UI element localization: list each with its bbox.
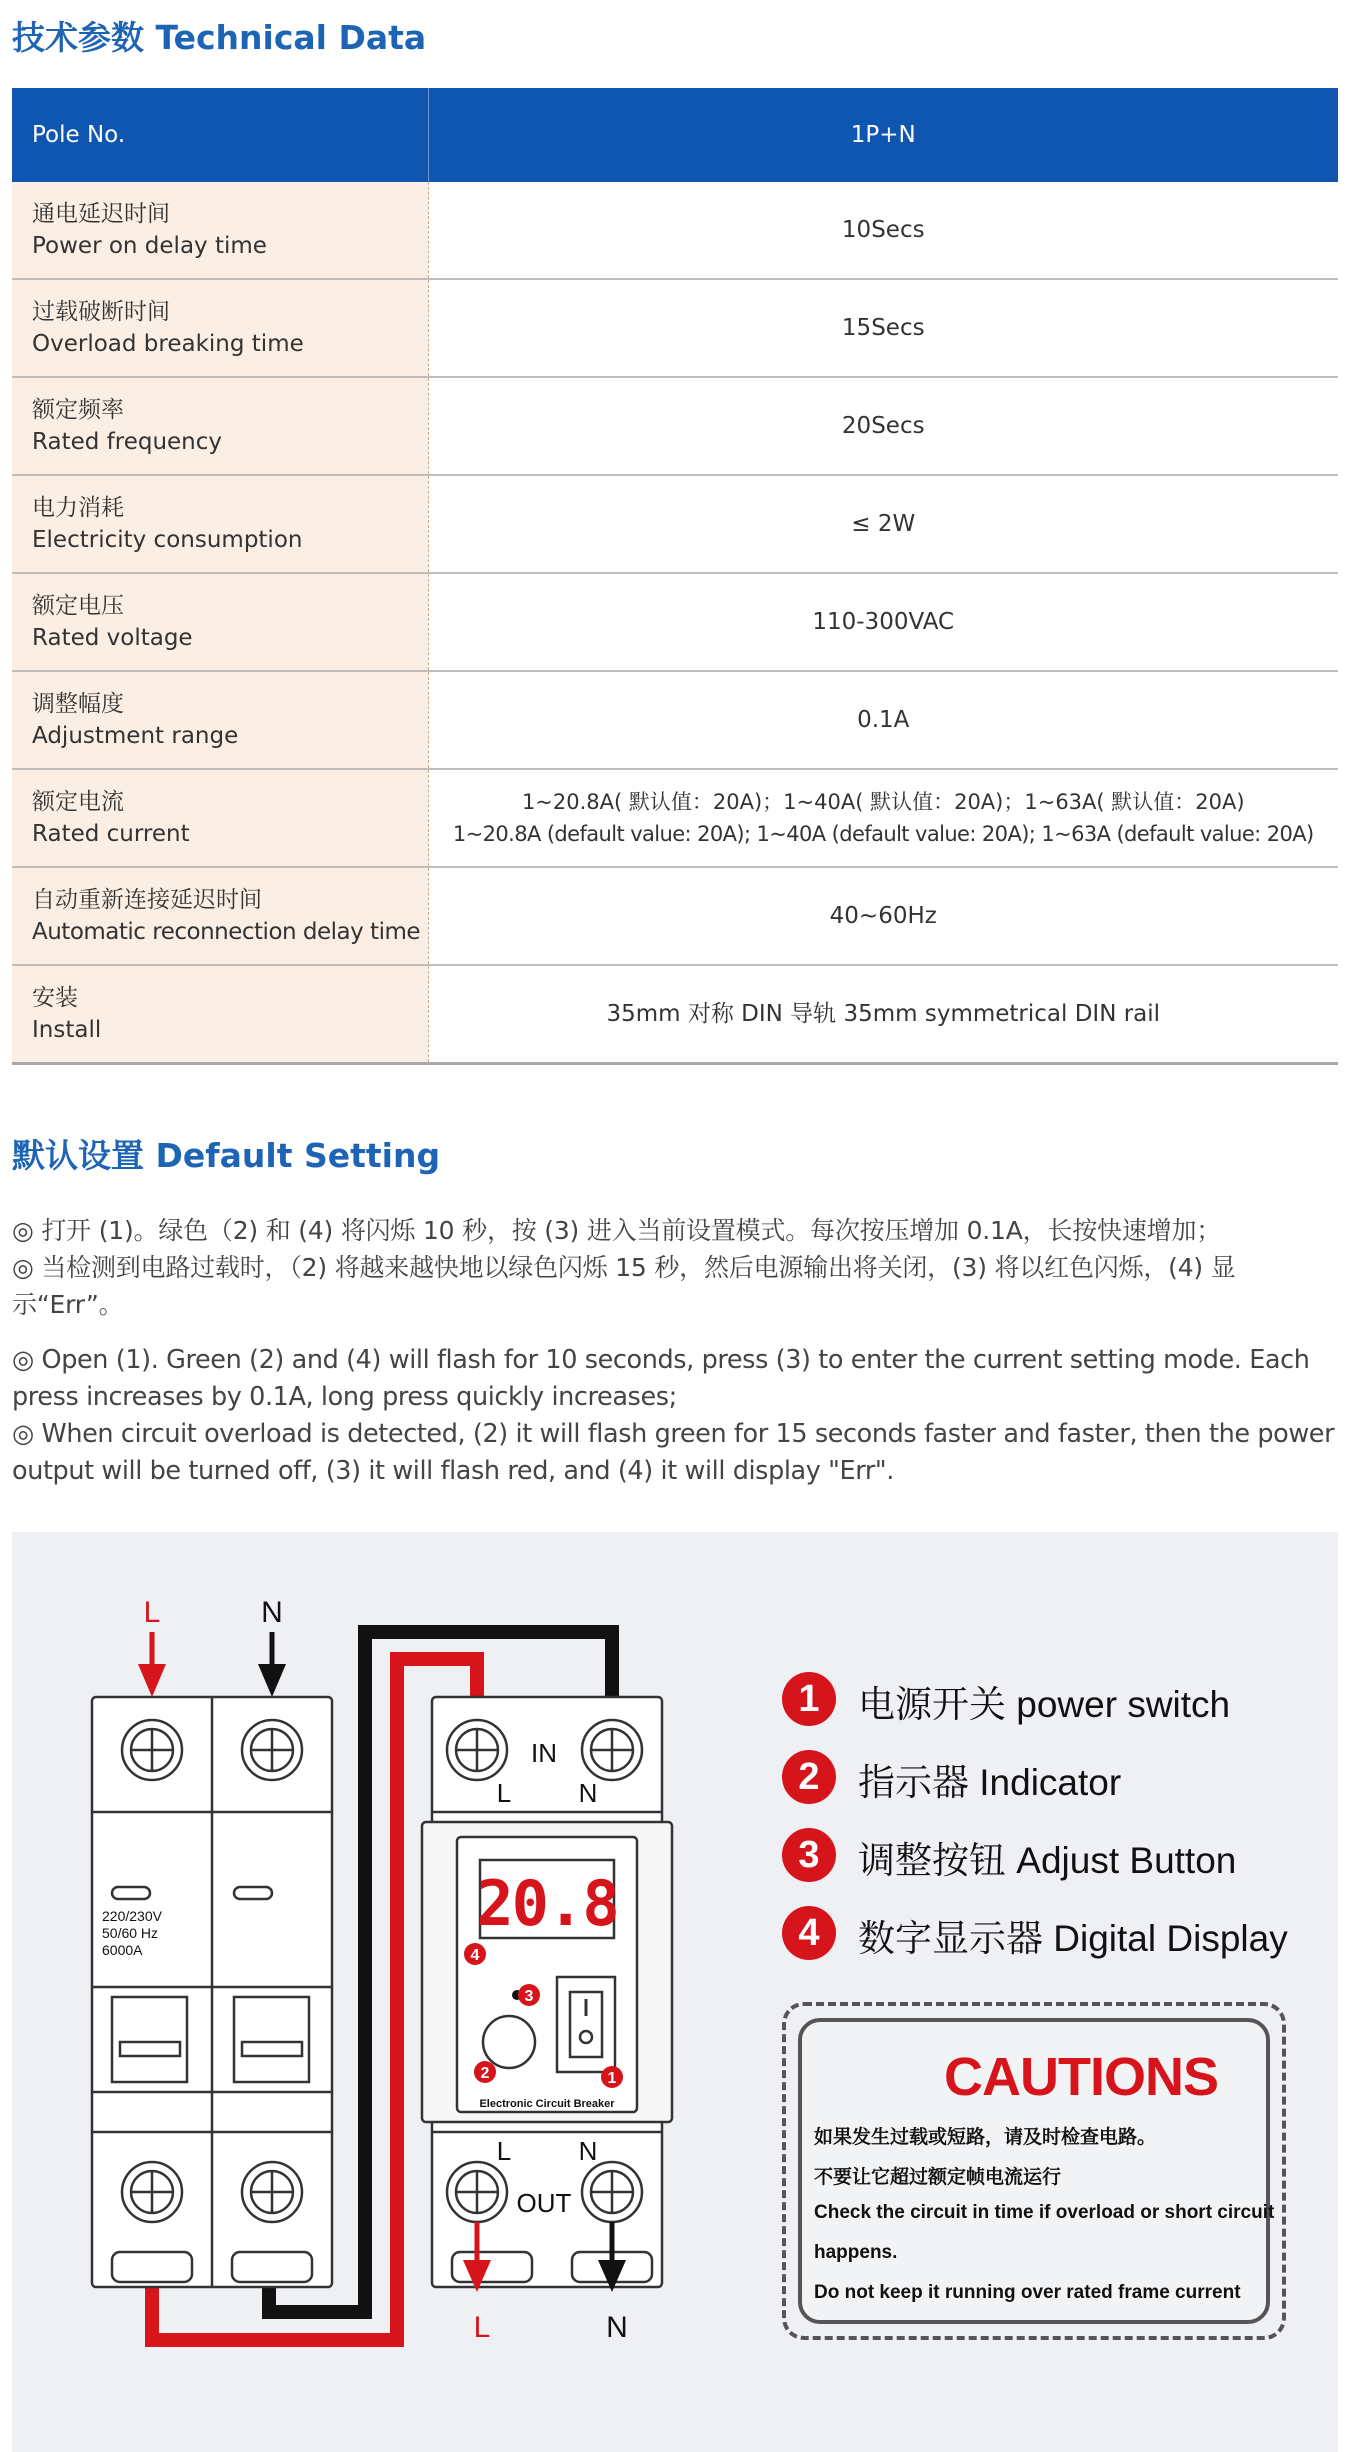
caution-inner bbox=[798, 2018, 1275, 2324]
input-label-n: N bbox=[261, 1596, 283, 1629]
label-cn: 额定频率 bbox=[32, 397, 124, 423]
device-name: Electronic Circuit Breaker bbox=[479, 2098, 615, 2110]
row-value: 0.1A bbox=[428, 671, 1338, 769]
marker-4: 4 bbox=[470, 1947, 480, 1964]
header-label: Pole No. bbox=[12, 88, 428, 182]
label-en: Automatic reconnection delay time bbox=[32, 919, 421, 945]
output-label-l: L bbox=[473, 2311, 491, 2344]
breaker-spec-1: 220/230V bbox=[102, 1908, 162, 1924]
device-top-n: N bbox=[578, 1778, 598, 1808]
legend-badge-4: 4 bbox=[782, 1906, 836, 1960]
row-label bbox=[12, 965, 428, 1064]
table-row bbox=[12, 182, 1338, 279]
default-en-line1: ◎ Open (1). Green (2) and (4) will flash for 10 seconds, press (3) to enter the current setting mode. Each press increases by 0.1A, long press quickly increases; bbox=[12, 1345, 1310, 1412]
row-label bbox=[12, 867, 428, 965]
device-in-label: IN bbox=[531, 1738, 557, 1768]
label-cn: 安装 bbox=[32, 985, 78, 1011]
device-display: 20.8 bbox=[476, 1867, 618, 1940]
legend-text-2: 指示器 Indicator bbox=[858, 1762, 1122, 1803]
row-label bbox=[12, 573, 428, 671]
row-value: 10Secs bbox=[428, 182, 1338, 279]
row-value: 35mm 对称 DIN 导轨 35mm symmetrical DIN rail bbox=[428, 965, 1338, 1064]
legend-text-3: 调整按钮 Adjust Button bbox=[858, 1840, 1237, 1881]
table-row bbox=[12, 475, 1338, 573]
input-arrows bbox=[138, 1632, 286, 1697]
breaker-spec-3: 6000A bbox=[102, 1942, 143, 1958]
caution-box bbox=[782, 2002, 1286, 2340]
caution-line-1: 如果发生过载或短路，请及时检查电路。 bbox=[814, 2127, 1157, 2148]
legend-text-4: 数字显示器 Digital Display bbox=[858, 1918, 1288, 1959]
technical-data-title: 技术参数 Technical Data bbox=[12, 18, 427, 57]
label-en: Adjustment range bbox=[32, 723, 239, 749]
label-en: Rated frequency bbox=[32, 429, 223, 455]
table-row bbox=[12, 769, 1338, 867]
caution-line-2: 不要让它超过额定帧电流运行 bbox=[814, 2167, 1062, 2188]
default-setting-title: 默认设置 Default Setting bbox=[12, 1136, 441, 1175]
table-row bbox=[12, 573, 1338, 671]
input-label-l: L bbox=[143, 1596, 161, 1629]
legend-badge-3: 3 bbox=[782, 1828, 836, 1882]
table-row bbox=[12, 671, 1338, 769]
breaker-spec-2: 50/60 Hz bbox=[102, 1925, 159, 1941]
row-label bbox=[12, 182, 428, 279]
row-value: ≤ 2W bbox=[428, 475, 1338, 573]
row-value: 20Secs bbox=[428, 377, 1338, 475]
label-en: Rated current bbox=[32, 821, 190, 847]
caution-line-5: Do not keep it running over rated frame current bbox=[814, 2282, 1241, 2303]
label-cn: 自动重新连接延迟时间 bbox=[32, 887, 262, 913]
row-label bbox=[12, 377, 428, 475]
row-label bbox=[12, 279, 428, 377]
label-cn: 通电延迟时间 bbox=[32, 201, 170, 227]
row-value: 15Secs bbox=[428, 279, 1338, 377]
device-bottom-n: N bbox=[578, 2136, 598, 2166]
table-header-row bbox=[12, 88, 1338, 182]
row-label bbox=[12, 769, 428, 867]
default-cn-line1: ◎ 打开 (1)。绿色（2) 和 (4) 将闪烁 10 秒，按 (3) 进入当前设置模式。每次按压增加 0.1A，长按快速增加； bbox=[12, 1216, 1222, 1245]
caution-line-4: happens. bbox=[814, 2242, 898, 2263]
device-out-label: OUT bbox=[516, 2188, 572, 2218]
default-setting-en bbox=[12, 1342, 1340, 1490]
header-value: 1P+N bbox=[428, 88, 1338, 182]
row-label bbox=[12, 475, 428, 573]
marker-1: 1 bbox=[607, 2070, 617, 2087]
label-en: Overload breaking time bbox=[32, 331, 304, 357]
default-cn-line2: ◎ 当检测到电路过载时，（2) 将越来越快地以绿色闪烁 15 秒，然后电源输出将关闭，(3) 将以红色闪烁，(4) 显示“Err”。 bbox=[12, 1253, 1236, 1319]
label-cn: 电力消耗 bbox=[32, 495, 124, 521]
label-en: Install bbox=[32, 1017, 102, 1043]
row-value: 110-300VAC bbox=[428, 573, 1338, 671]
label-en: Electricity consumption bbox=[32, 527, 303, 553]
value-en: 1~20.8A (default value: 20A); 1~40A (default value: 20A); 1~63A (default value: 20A) bbox=[452, 822, 1314, 846]
legend-badge-2: 2 bbox=[782, 1750, 836, 1804]
output-label-n: N bbox=[606, 2311, 628, 2344]
device-top-l: L bbox=[496, 1778, 512, 1808]
label-en: Rated voltage bbox=[32, 625, 193, 651]
row-value: 40~60Hz bbox=[428, 867, 1338, 965]
label-cn: 额定电压 bbox=[32, 593, 124, 619]
label-cn: 过载破断时间 bbox=[32, 299, 170, 325]
caution-line-3: Check the circuit in time if overload or short circuit bbox=[814, 2202, 1275, 2223]
technical-data-table bbox=[12, 88, 1338, 1065]
marker-3: 3 bbox=[524, 1988, 534, 2005]
marker-2: 2 bbox=[480, 2065, 490, 2082]
device-bottom-l: L bbox=[496, 2136, 512, 2166]
table-row bbox=[12, 965, 1338, 1064]
row-label bbox=[12, 671, 428, 769]
table-row bbox=[12, 279, 1338, 377]
mcb-breaker bbox=[92, 1697, 332, 2287]
table-row bbox=[12, 867, 1338, 965]
wiring-diagram bbox=[12, 1532, 1338, 2452]
legend-badge-1: 1 bbox=[782, 1672, 836, 1726]
value-cn: 1~20.8A( 默认值：20A)；1~40A( 默认值：20A)；1~63A( 默认值：20A) bbox=[521, 790, 1245, 814]
row-value bbox=[428, 769, 1338, 867]
default-en-line2: ◎ When circuit overload is detected, (2) it will flash green for 15 seconds faster and faster, then the power output will be turned off, (3) it will flash red, and (4) it will display "Err". bbox=[12, 1419, 1335, 1486]
caution-title: CAUTIONS bbox=[944, 2047, 1218, 2107]
label-cn: 调整幅度 bbox=[32, 691, 124, 717]
label-cn: 额定电流 bbox=[32, 789, 124, 815]
legend-text-1: 电源开关 power switch bbox=[858, 1684, 1231, 1725]
label-en: Power on delay time bbox=[32, 233, 267, 259]
default-setting-cn bbox=[12, 1212, 1340, 1323]
table-row bbox=[12, 377, 1338, 475]
